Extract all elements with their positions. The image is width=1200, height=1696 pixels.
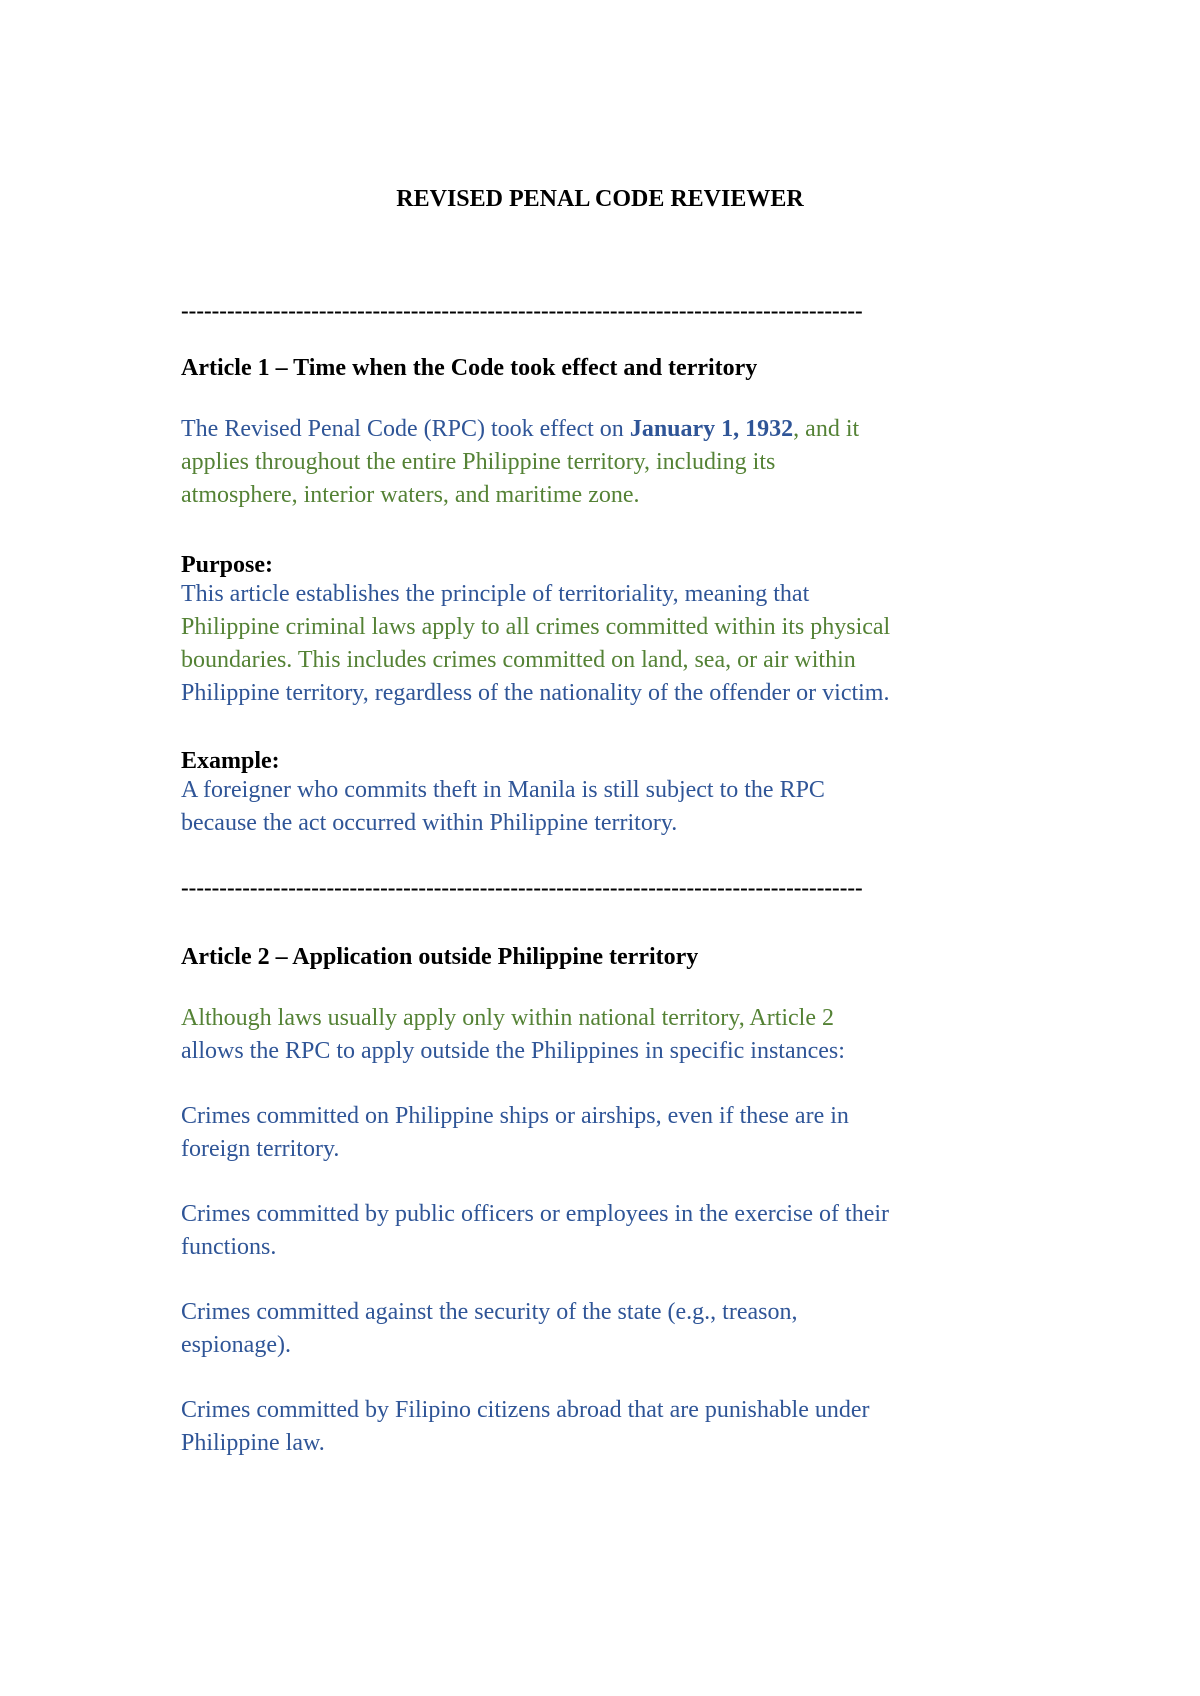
purpose-label: Purpose: [181,552,273,578]
article-2-intro-line-1: Although laws usually apply only within national territory, Article 2 [181,1005,835,1031]
instance-item-2-line-1: Crimes committed by public officers or employees in the exercise of their [181,1201,890,1227]
instance-item-2-line-2: functions. [181,1234,277,1260]
document-title: REVISED PENAL CODE REVIEWER [396,186,804,212]
article-1-intro-line-1 [181,413,1041,446]
instance-item-3-line-1: Crimes committed against the security of the state (e.g., treason, [181,1299,798,1325]
example-label: Example: [181,748,280,774]
instance-item-4 [181,1394,1041,1460]
instance-item-3 [181,1296,1041,1362]
instance-item-1 [181,1100,1041,1166]
instance-item-3-line-2: espionage). [181,1332,291,1358]
intro-text-end: , and it [793,416,860,442]
effective-date: January 1, 1932 [629,416,794,442]
section-divider-2: ----------------------------------------------------------------------------------------- [181,875,863,900]
purpose-line-2: Philippine criminal laws apply to all crimes committed within its physical [181,614,891,640]
example-paragraph [181,774,1041,840]
article-2-intro-line-2: allows the RPC to apply outside the Philippines in specific instances: [181,1038,845,1064]
example-line-2: because the act occurred within Philippine territory. [181,810,678,836]
purpose-line-3: boundaries. This includes crimes committed on land, sea, or air within [181,647,856,673]
intro-text-start: The Revised Penal Code (RPC) took effect on [181,416,630,442]
purpose-line-4: Philippine territory, regardless of the nationality of the offender or victim. [181,680,890,706]
purpose-line-1: This article establishes the principle of territoriality, meaning that [181,581,810,607]
article-1-intro-line-2: applies throughout the entire Philippine territory, including its [181,449,776,475]
instance-item-4-line-2: Philippine law. [181,1430,325,1456]
instance-item-4-line-1: Crimes committed by Filipino citizens abroad that are punishable under [181,1397,870,1423]
section-divider-1: ----------------------------------------------------------------------------------------- [181,298,863,323]
article-1-intro-line-3: atmosphere, interior waters, and maritime zone. [181,482,640,508]
article-2-intro [181,1002,1041,1068]
article-1-heading: Article 1 – Time when the Code took effect and territory [181,355,758,381]
purpose-paragraph [181,578,1041,710]
example-line-1: A foreigner who commits theft in Manila is still subject to the RPC [181,777,825,803]
article-2-heading: Article 2 – Application outside Philippine territory [181,944,699,970]
article-1-intro [181,413,1041,512]
instance-item-2 [181,1198,1041,1264]
instance-item-1-line-2: foreign territory. [181,1136,340,1162]
instance-item-1-line-1: Crimes committed on Philippine ships or airships, even if these are in [181,1103,849,1129]
